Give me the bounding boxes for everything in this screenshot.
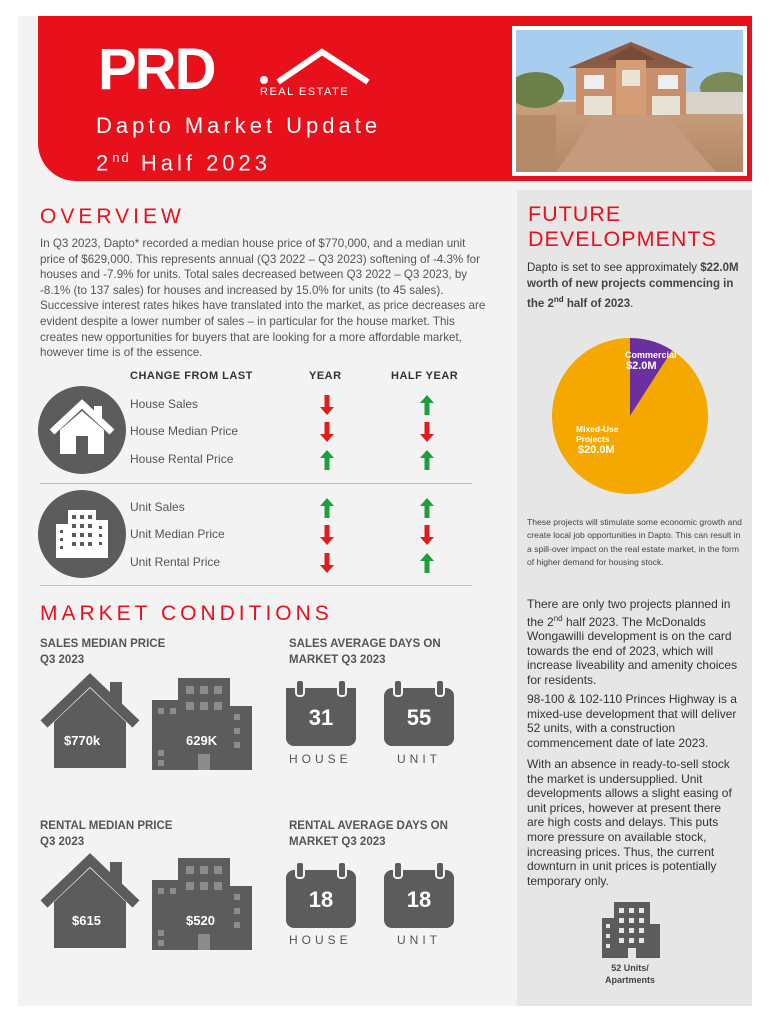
divider-2: [40, 585, 472, 586]
rental-house-value: $615: [72, 913, 101, 928]
rental-median-head: RENTAL MEDIAN PRICE: [40, 820, 173, 832]
pie-label-commercial: Commercial: [625, 350, 677, 360]
para1-a: There are only two projects planned in the 2: [527, 597, 731, 629]
col-head-year: YEAR: [309, 370, 342, 382]
logo-real-estate: REAL ESTATE: [260, 86, 350, 98]
future-small-text: These projects will stimulate some economic growth and create local job opportunities in Dapto. This can result in a spill-over impact on the real estate market, in the form of higher demand for housing stock.: [527, 517, 742, 567]
arrow-up-icon: [320, 498, 334, 518]
future-intro-a: Dapto is set to see approximately: [527, 262, 701, 274]
sales-unit-icon: [150, 676, 254, 770]
sales-unit-caption: UNIT: [397, 752, 441, 766]
para1-b: half 2023. The McDonalds Wongawilli development is on the card towards the end of 2023, which will increase liveability and amenity choices for residents.: [527, 614, 738, 687]
col-head-half-year: HALF YEAR: [391, 370, 459, 382]
rental-days-heading: [289, 818, 448, 850]
arrow-up-icon: [320, 450, 334, 470]
arrow-down-icon: [320, 395, 334, 415]
arrow-down-icon: [420, 422, 434, 442]
sales-house-caption: HOUSE: [289, 752, 352, 766]
future-para-2: 98-100 & 102-110 Princes Highway is a mixed-use development that will deliver 52 units, with a construction commencement date of late 2023.: [527, 692, 737, 750]
future-para-3: With an absence in ready-to-sell stock the market is undersupplied. Unit developments allows a slight easing of unit prices, however at present there are high costs and delays. This puts more pressure on available stock, increasing prices. Thus, the current downturn in unit prices is potentially temporary only.: [527, 757, 732, 888]
row-house-rental: House Rental Price: [130, 452, 234, 466]
future-intro-sup: nd: [553, 295, 564, 304]
rental-days-house: 18: [308, 887, 334, 912]
arrow-down-icon: [320, 553, 334, 573]
roof-logo-icon: [256, 46, 376, 86]
page-title: [96, 110, 381, 179]
future-intro-bold-2: half of 2023: [563, 297, 631, 310]
market-heading: MARKET CONDITIONS: [40, 602, 333, 625]
rental-days-unit: 18: [406, 887, 432, 912]
pie-label-mixed-use-line-2: Projects: [576, 434, 610, 444]
sales-days-head: SALES AVERAGE DAYS ON: [289, 638, 441, 650]
future-para-1: [527, 597, 739, 688]
overview-body: In Q3 2023, Dapto* recorded a median house price of $770,000, and a median unit price of $629,000. This represents annual (Q3 2022 – Q3 2023) softening of -4.3% for houses and -7.9% for units. Total sales decreased between Q3 2022 – Q3 2023, by -8.1% (to 137 sales) for houses and increased by 15.0% for units (to 45 sales). Successive interest rates hikes have translated into the market, as price decreases are evident despite a lower number of sales – in particular for the house market. This creates new opportunities for buyers that are looking for a more affordable market, however time is of the essence.: [40, 237, 486, 360]
future-intro-end: .: [630, 297, 634, 310]
pie-label-mixed-use: [576, 424, 619, 444]
rental-house-caption: HOUSE: [289, 933, 352, 947]
title-line-2: [96, 142, 381, 179]
rental-days-period: MARKET Q3 2023: [289, 836, 386, 848]
building-icon: [38, 490, 126, 578]
future-heading-line-1: FUTURE: [528, 202, 622, 226]
arrow-up-icon: [420, 450, 434, 470]
rental-unit-icon: [150, 856, 254, 950]
row-house-median: House Median Price: [130, 424, 239, 438]
apartments-building-icon: [600, 900, 662, 958]
row-unit-sales: Unit Sales: [130, 500, 185, 514]
rental-house-icon: [38, 850, 142, 950]
house-circle: [38, 386, 126, 474]
rental-unit-caption: UNIT: [397, 933, 441, 947]
future-heading: [528, 202, 717, 252]
house-icon: [38, 386, 126, 474]
house-photo: [512, 26, 747, 176]
sales-days-unit: 55: [406, 705, 432, 730]
units-caption-line-2: Apartments: [604, 975, 655, 985]
house-photo-illustration: [516, 30, 743, 172]
title-rest: Half 2023: [130, 150, 272, 176]
sales-median-period: Q3 2023: [40, 654, 85, 666]
unit-circle: [38, 490, 126, 578]
pie-value-mixed-use: $20.0M: [578, 444, 615, 456]
arrow-down-icon: [320, 525, 334, 545]
rental-unit-value: $520: [186, 913, 215, 928]
row-house-sales: House Sales: [130, 397, 199, 411]
arrow-up-icon: [420, 553, 434, 573]
divider-1: [40, 483, 472, 484]
units-caption-line-1: 52 Units/: [611, 963, 649, 973]
pie-value-commercial: $2.0M: [626, 360, 657, 372]
col-head-change: CHANGE FROM LAST: [130, 370, 253, 382]
title-line-1: Dapto Market Update: [96, 113, 382, 138]
para1-sup: nd: [553, 613, 563, 623]
sales-house-icon: [38, 670, 142, 770]
sales-house-value: $770k: [64, 733, 101, 748]
sales-days-heading: [289, 636, 441, 668]
arrow-down-icon: [320, 422, 334, 442]
title-num: 2: [96, 150, 113, 176]
sales-days-period: MARKET Q3 2023: [289, 654, 386, 666]
sales-days-house: 31: [308, 705, 334, 730]
units-caption: [590, 962, 670, 986]
rental-median-heading: [40, 818, 172, 850]
row-unit-median: Unit Median Price: [130, 527, 225, 541]
arrow-down-icon: [420, 525, 434, 545]
rental-median-period: Q3 2023: [40, 836, 85, 848]
future-intro: [527, 261, 745, 312]
future-intro-bold: $22.0M worth of new projects commencing in the 2: [527, 262, 739, 310]
arrow-up-icon: [420, 498, 434, 518]
sales-median-heading: [40, 636, 165, 668]
logo-wordmark: PRD: [98, 37, 215, 102]
title-sup: nd: [112, 150, 131, 165]
overview-heading: OVERVIEW: [40, 205, 185, 228]
arrow-up-icon: [420, 395, 434, 415]
pie-label-mixed-use-line-1: Mixed-Use: [576, 424, 619, 434]
sales-unit-value: 629K: [186, 733, 218, 748]
rental-days-head: RENTAL AVERAGE DAYS ON: [289, 820, 448, 832]
row-unit-rental: Unit Rental Price: [130, 555, 221, 569]
future-heading-line-2: DEVELOPMENTS: [528, 227, 717, 251]
sales-median-head: SALES MEDIAN PRICE: [40, 638, 166, 650]
